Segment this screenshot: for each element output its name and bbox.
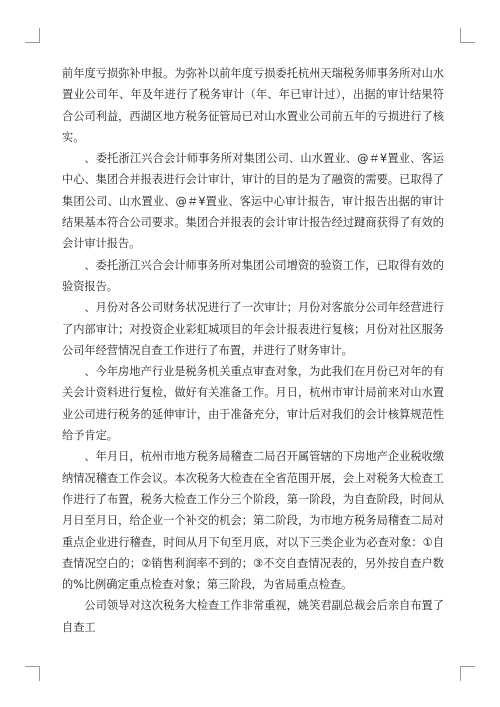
crop-mark-bottom-right: [460, 666, 475, 681]
crop-mark-top-right: [460, 28, 475, 43]
paragraph: 公司领导对这次税务大检查工作非常重视，姚笑君副总裁会后亲自布置了自查工: [62, 599, 444, 634]
paragraph: 、今年房地产行业是税务机关重点审查对象，为此我们在月份已对年的有关会计资料进行复检，做好有关准备工作。月日，杭州市审计局前来对山水置业公司进行税务的延伸审计，由于准备充分，审计后对我们的会计核算规范性给予肯定。: [62, 365, 444, 443]
paragraph: 、委托浙江兴合会计师事务所对集团公司、山水置业、@＃¥置业、客运中心、集团合并报表进行会计审计，审计的目的是为了融资的需要。已取得了集团公司、山水置业、@＃¥置业、客运中心审计报告，审计报告出据的审计结果基本符合公司要求。集团合并报表的会计审计报告经过踺商获得了有效的会计审计报告。: [62, 152, 444, 251]
crop-mark-bottom-left: [25, 666, 40, 681]
paragraph: 、月份对各公司财务状况进行了一次审计；月份对客旅分公司年经营进行了内部审计；对投资企业彩虹城项目的年会计报表进行复核；月份对社区服务公司年经营情况自查工作进行了布置，并进行了财务审计。: [62, 301, 444, 357]
document-body: [62, 63, 444, 638]
paragraph: 、年月日，杭州市地方税务局稽查二局召开属管辖的下房地产企业税收缴纳情况稽查工作会议。本次税务大检查在全省范围开展，会上对税务大检查工作进行了布置，税务大检查工作分三个阶段，第一阶段，为自查阶段，时间从月日至月日，给企业一个补交的机会；第二阶段，为市地方税务局稽查二局对重点企业进行稽查，时间从月下旬至月底，对以下三类企业为必查对象：①自查情况空白的；②销售利润率不到的；③不交自查情况表的，另外按自查户数的%比例确定重点检查对象；第三阶段，为省局重点检查。: [62, 450, 444, 592]
crop-mark-top-left: [25, 28, 40, 43]
paragraph: 、委托浙江兴合会计师事务所对集团公司增资的验资工作，已取得有效的验资报告。: [62, 258, 444, 293]
paragraph: 前年度亏损弥补申报。为弥补以前年度亏损委托杭州天瑞税务师事务所对山水置业公司年、年及年进行了税务审计（年、年已审计过），出据的审计结果符合公司利益，西湖区地方税务征管局已对山水置业公司前五年的亏损进行了核实。: [62, 67, 444, 144]
